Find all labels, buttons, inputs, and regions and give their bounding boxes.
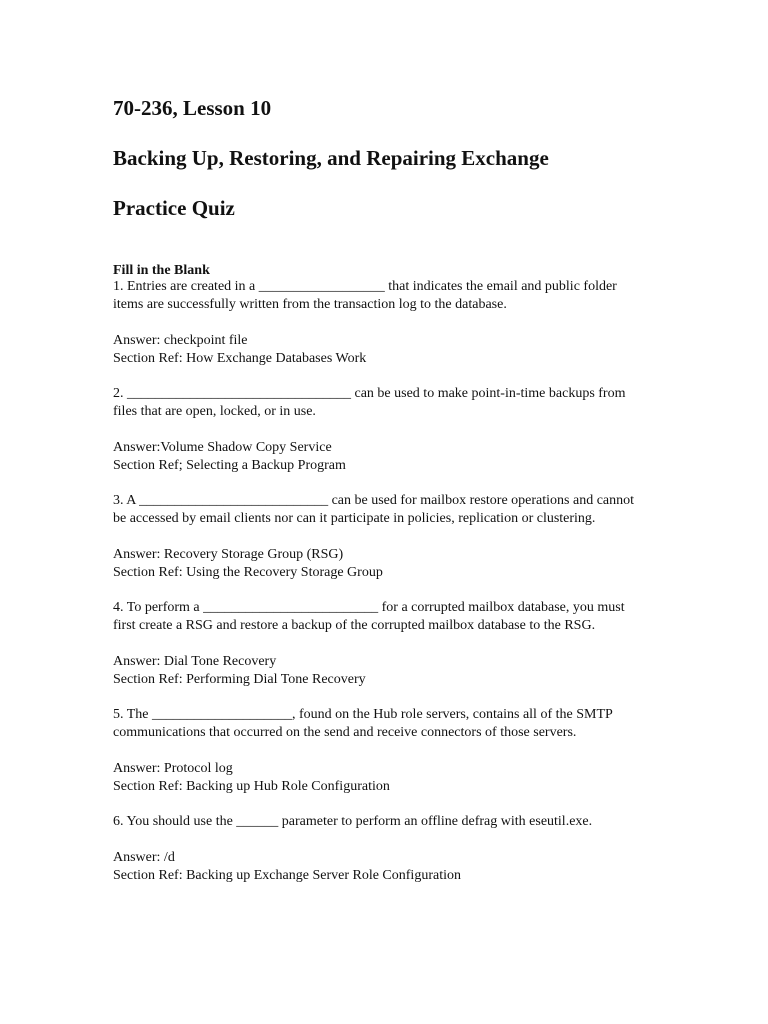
- question-line: be accessed by email clients nor can it participate in policies, replication or clustering.: [113, 511, 596, 526]
- answer-text: Answer: /d: [113, 850, 175, 865]
- question-line: 4. To perform a _________________________ for a corrupted mailbox database, you must: [113, 600, 625, 615]
- quiz-list: [113, 278, 673, 902]
- question-line: files that are open, locked, or in use.: [113, 404, 316, 419]
- answer-text: Answer: checkpoint file: [113, 333, 248, 348]
- document-quiz-title: Practice Quiz: [113, 196, 235, 220]
- section-ref-text: Section Ref: How Exchange Databases Work: [113, 351, 367, 366]
- question-line: communications that occurred on the send and receive connectors of those servers.: [113, 725, 577, 740]
- question-item: [113, 492, 673, 582]
- answer-text: Answer: Recovery Storage Group (RSG): [113, 547, 344, 562]
- question-line: first create a RSG and restore a backup of the corrupted mailbox database to the RSG.: [113, 618, 596, 633]
- question-text: [113, 706, 673, 742]
- section-ref-text: Section Ref: Backing up Exchange Server Role Configuration: [113, 868, 461, 883]
- question-text: [113, 813, 673, 831]
- question-text: [113, 599, 673, 635]
- section-ref-text: Section Ref; Selecting a Backup Program: [113, 458, 346, 473]
- question-text: [113, 278, 673, 314]
- question-text: [113, 385, 673, 421]
- question-item: [113, 813, 673, 885]
- question-item: [113, 599, 673, 689]
- section-ref-text: Section Ref: Using the Recovery Storage Group: [113, 565, 383, 580]
- question-line: 1. Entries are created in a __________________ that indicates the email and public folder: [113, 279, 617, 294]
- section-label: Fill in the Blank: [113, 263, 210, 278]
- question-line: 5. The ____________________, found on the Hub role servers, contains all of the SMTP: [113, 707, 613, 722]
- question-item: [113, 706, 673, 796]
- document-subtitle: Backing Up, Restoring, and Repairing Exchange: [113, 146, 549, 170]
- question-line: 3. A ___________________________ can be used for mailbox restore operations and cannot: [113, 493, 635, 508]
- question-item: [113, 278, 673, 368]
- answer-text: Answer: Dial Tone Recovery: [113, 654, 277, 669]
- section-ref-text: Section Ref: Performing Dial Tone Recovery: [113, 672, 366, 687]
- section-ref-text: Section Ref: Backing up Hub Role Configuration: [113, 779, 390, 794]
- answer-text: Answer: Protocol log: [113, 761, 233, 776]
- answer-text: Answer:Volume Shadow Copy Service: [113, 440, 332, 455]
- question-line: items are successfully written from the transaction log to the database.: [113, 297, 507, 312]
- question-item: [113, 385, 673, 475]
- question-line: 6. You should use the ______ parameter to perform an offline defrag with eseutil.exe.: [113, 814, 593, 829]
- question-text: [113, 492, 673, 528]
- question-line: 2. ________________________________ can be used to make point-in-time backups from: [113, 386, 626, 401]
- document-title: 70-236, Lesson 10: [113, 96, 272, 120]
